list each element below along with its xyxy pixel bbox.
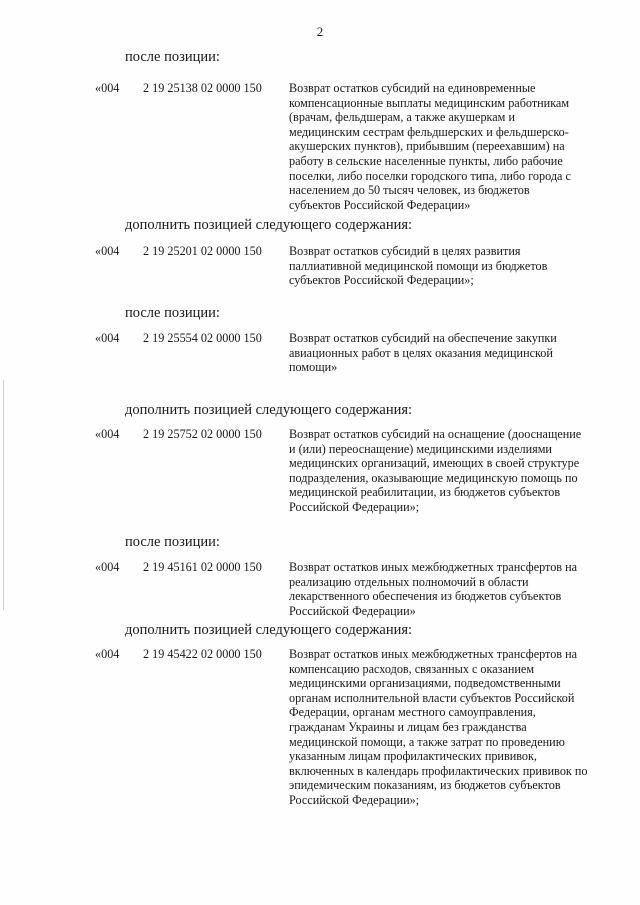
entry-budget-code: 2 19 45422 02 0000 150 [143,647,262,661]
instruction-heading: дополнить позицией следующего содержания: [125,402,413,418]
entry-description: Возврат остатков субсидий на единовременные компенсационные выплаты медицинским работникам (врачам, фельдшерам, а также акушеркам и медицинским сестрам фельдшерских и фельдшерско- акушерских пунктов), прибывшим (переехавшим) на работу в сельские населенные пункты, либо рабочие поселки, либо поселки городского типа, либо города с населением до 50 тысяч человек, из бюджетов субъектов Российской Федерации» [289,81,571,212]
entry-admin-code: «004 [95,647,120,661]
instruction-heading: после позиции: [125,534,220,550]
instruction-heading: дополнить позицией следующего содержания: [125,217,413,233]
entry-budget-code: 2 19 25554 02 0000 150 [143,331,262,345]
instruction-heading: дополнить позицией следующего содержания: [125,622,413,638]
entry-admin-code: «004 [95,81,120,95]
margin-scan-mark [3,380,4,610]
entry-description: Возврат остатков субсидий на оснащение (дооснащение и (или) переоснащение) медицинскими изделиями медицинских организаций, имеющих в своей структуре подразделения, оказывающие медицинскую помощь по медицинской реабилитации, из бюджетов субъектов Российской Федерации»; [289,427,582,514]
entry-budget-code: 2 19 25138 02 0000 150 [143,81,262,95]
instruction-heading: после позиции: [125,49,220,65]
entry-admin-code: «004 [95,560,120,574]
entry-description: Возврат остатков иных межбюджетных трансфертов на реализацию отдельных полномочий в области лекарственного обеспечения из бюджетов субъектов Российской Федерации» [289,560,578,618]
entry-budget-code: 2 19 25201 02 0000 150 [143,244,262,258]
page-number: 2 [316,24,324,39]
entry-admin-code: «004 [95,331,120,345]
entry-description: Возврат остатков субсидий в целях развития паллиативной медицинской помощи из бюджетов субъектов Российской Федерации»; [289,244,548,288]
entry-description: Возврат остатков субсидий на обеспечение закупки авиационных работ в целях оказания медицинской помощи» [289,331,557,375]
entry-budget-code: 2 19 25752 02 0000 150 [143,427,262,441]
entry-admin-code: «004 [95,244,120,258]
entry-budget-code: 2 19 45161 02 0000 150 [143,560,262,574]
instruction-heading: после позиции: [125,305,220,321]
entry-description: Возврат остатков иных межбюджетных трансфертов на компенсацию расходов, связанных с оказанием медицинскими организациями, подведомственными органам исполнительной власти субъектов Российской Федерации, органам местного самоуправления, гражданам Украины и лицам без гражданства медицинской помощи, а также затрат по проведению указанным лицам профилактических прививок, включенных в календарь профилактических прививок по эпидемическим показаниям, из бюджетов субъектов Российской Федерации»; [289,647,588,807]
entry-admin-code: «004 [95,427,120,441]
